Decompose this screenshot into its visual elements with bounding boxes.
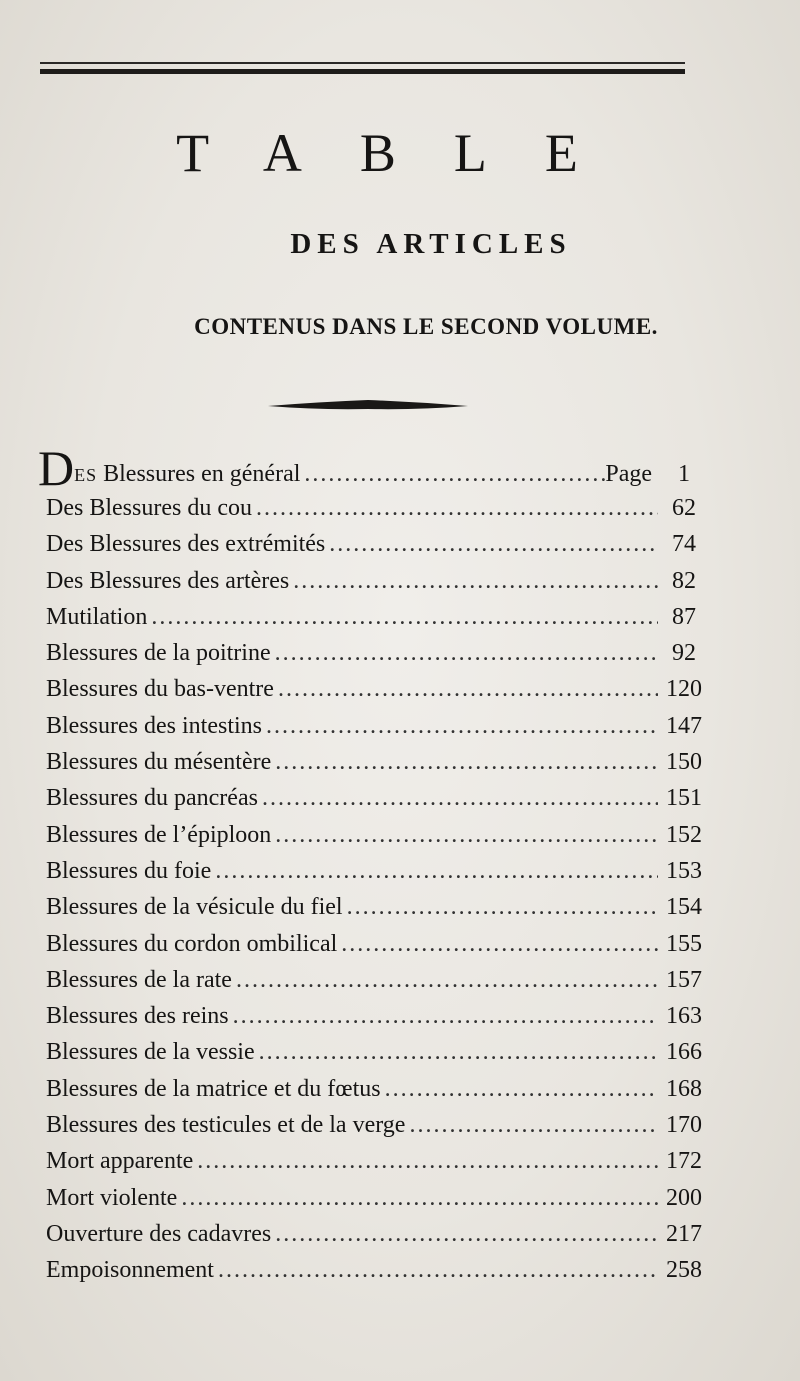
toc-entry-label: Blessures de la vésicule du fiel <box>46 894 343 921</box>
toc-entry-page: 157 <box>666 966 702 993</box>
page-title: TABLE <box>176 123 636 183</box>
toc-entry-page: 147 <box>666 712 702 739</box>
toc-entry-label: Blessures des testicules et de la verge <box>46 1112 406 1139</box>
dot-leader <box>381 1071 658 1107</box>
toc-entry-label-rest: Blessures en général <box>97 461 301 487</box>
toc-entry-page: 166 <box>666 1039 702 1066</box>
toc-entry[interactable] <box>38 744 710 780</box>
toc-entry-page: 74 <box>672 531 696 558</box>
dot-leader <box>325 526 658 562</box>
toc-entry-page: 155 <box>666 930 702 957</box>
toc-entry-page: 92 <box>672 640 696 667</box>
dot-leader <box>258 780 658 816</box>
toc-entry-page: 120 <box>666 676 702 703</box>
toc-entry-page: 150 <box>666 749 702 776</box>
toc-entry-page: 163 <box>666 1003 702 1030</box>
toc-entry-page: 87 <box>672 603 696 630</box>
toc-entry[interactable] <box>38 1034 710 1070</box>
dot-leader <box>405 1107 658 1143</box>
dot-leader <box>177 1180 658 1216</box>
small-caps-text: ES <box>74 465 98 485</box>
toc-entry[interactable] <box>38 490 710 526</box>
toc-entry[interactable] <box>38 1107 710 1143</box>
dot-leader <box>262 708 658 744</box>
dot-leader <box>214 1252 658 1288</box>
toc-entry[interactable] <box>38 1252 710 1288</box>
toc-entry-label: Mort apparente <box>46 1148 194 1175</box>
toc-entry-page: 151 <box>666 785 702 812</box>
dot-leader <box>271 1216 658 1252</box>
dot-leader <box>271 817 658 853</box>
toc-entry[interactable] <box>38 1180 710 1216</box>
toc-entry-page: 152 <box>666 821 702 848</box>
toc-entry-label: Blessures de la poitrine <box>46 640 271 667</box>
toc-entry-label: Blessures des reins <box>46 1003 229 1030</box>
toc-entry[interactable] <box>38 563 710 599</box>
dot-leader <box>193 1143 658 1179</box>
toc-entry-label: Blessures de la rate <box>46 966 232 993</box>
toc-entry-page: 172 <box>666 1148 702 1175</box>
toc-entry-label: Des Blessures des artères <box>46 567 290 594</box>
dot-leader <box>337 926 658 962</box>
toc-entry-label: Empoisonnement <box>46 1257 214 1284</box>
toc-entry-page: 153 <box>666 857 702 884</box>
toc-entry-label: Blessures de la vessie <box>46 1039 255 1066</box>
toc-entry[interactable] <box>38 853 710 889</box>
header-double-rule <box>40 60 685 78</box>
drop-cap: D <box>38 440 75 496</box>
toc-entry-label: Blessures du foie <box>46 857 212 884</box>
toc-entry-label: Blessures de l’épiploon <box>46 821 272 848</box>
toc-entry[interactable] <box>38 926 710 962</box>
toc-entry-page: 154 <box>666 894 702 921</box>
dot-leader <box>229 998 658 1034</box>
toc-entry-label: Mort violente <box>46 1184 178 1211</box>
toc-entry[interactable] <box>38 962 710 998</box>
dot-leader <box>343 889 658 925</box>
toc-entry-page: 217 <box>666 1220 702 1247</box>
toc-entry[interactable] <box>38 1071 710 1107</box>
dot-leader <box>255 1034 658 1070</box>
dot-leader <box>252 490 658 526</box>
volume-caption: CONTENUS DANS LE SECOND VOLUME. <box>194 314 658 339</box>
toc-entry-page: 62 <box>672 495 696 521</box>
dot-leader <box>232 962 658 998</box>
dot-leader <box>271 635 658 671</box>
table-of-contents <box>38 440 710 1289</box>
toc-entry-page: 82 <box>672 567 696 594</box>
toc-entry-page: 170 <box>666 1112 702 1139</box>
toc-entry[interactable] <box>38 1216 710 1252</box>
toc-entry[interactable] <box>38 817 710 853</box>
rule-thin-line <box>40 62 685 64</box>
page-word: Page <box>605 461 652 487</box>
toc-entry-label: Ouverture des cadavres <box>46 1220 272 1247</box>
toc-entry[interactable] <box>38 526 710 562</box>
toc-entry[interactable] <box>38 889 710 925</box>
toc-entry[interactable] <box>38 998 710 1034</box>
toc-entry-label: Des Blessures du cou <box>46 495 252 521</box>
toc-entry-label: Blessures du bas-ventre <box>46 676 274 703</box>
toc-entry[interactable] <box>38 440 710 496</box>
toc-entry-label: Des Blessures des extrémités <box>46 531 326 558</box>
dot-leader <box>147 599 658 635</box>
toc-entry[interactable] <box>38 635 710 671</box>
toc-entry-page: 200 <box>666 1184 702 1211</box>
toc-entry-label: Mutilation <box>46 603 148 630</box>
toc-entry[interactable] <box>38 599 710 635</box>
toc-entry-page: 1 <box>678 461 690 487</box>
toc-entry[interactable] <box>38 780 710 816</box>
ornamental-rule-icon <box>268 396 468 416</box>
toc-entry[interactable] <box>38 1143 710 1179</box>
toc-entry[interactable] <box>38 671 710 707</box>
toc-entry-page: 258 <box>666 1257 702 1284</box>
toc-entry-label: Blessures des intestins <box>46 712 262 739</box>
dot-leader <box>271 744 658 780</box>
toc-entry-label: Blessures du mésentère <box>46 749 272 776</box>
toc-entry-label: Blessures du pancréas <box>46 785 258 812</box>
toc-entry-page: 168 <box>666 1075 702 1102</box>
toc-entry-label: Blessures du cordon ombilical <box>46 930 338 957</box>
toc-entry-label: Blessures de la matrice et du fœtus <box>46 1075 381 1102</box>
dot-leader <box>274 671 658 707</box>
dot-leader <box>211 853 658 889</box>
dot-leader <box>289 563 658 599</box>
rule-thick-line <box>40 69 685 74</box>
page-subtitle: DES ARTICLES <box>290 228 572 260</box>
toc-entry[interactable] <box>38 708 710 744</box>
